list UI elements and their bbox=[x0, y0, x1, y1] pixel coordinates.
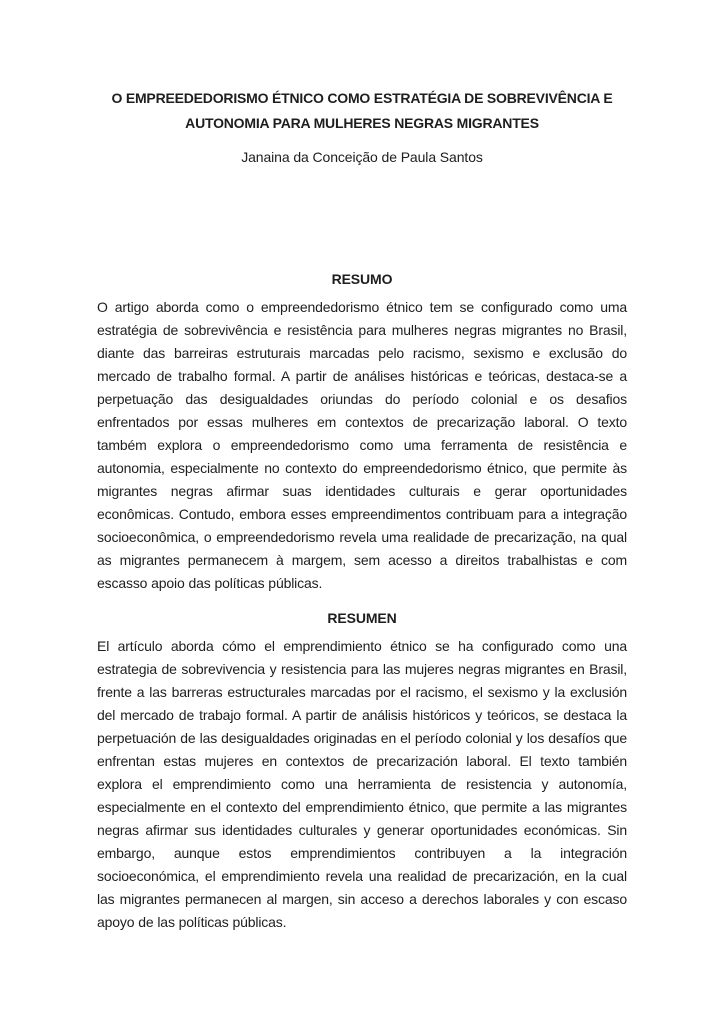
article-title-line-2: AUTONOMIA PARA MULHERES NEGRAS MIGRANTES bbox=[185, 115, 539, 131]
article-title bbox=[97, 86, 627, 136]
article-title-line-1: O EMPREEDEDORISMO ÉTNICO COMO ESTRATÉGIA DE SOBREVIVÊNCIA E bbox=[111, 90, 613, 106]
resumo-heading: RESUMO bbox=[331, 271, 393, 287]
resumen-body-text: El artículo aborda cómo el emprendimiento étnico se ha configurado como una estrategia de sobrevivencia y resistencia para las mujeres negras migrantes en Brasil, frente a las barreras estructurales marcadas por el racismo, el sexismo y la exclusión del mercado de trabajo formal. A partir de análisis históricos y teóricos, se destaca la perpetuación de las desigualdades originadas en el período colonial y los desafíos que enfrentan estas mujeres en contextos de precarización laboral. El texto también explora el emprendimiento como una herramienta de resistencia y autonomía, especialmente en el contexto del emprendimiento étnico, que permite a las migrantes negras afirmar sus identidades culturales y generar oportunidades económicas. Sin embargo, aunque estos emprendimientos contribuyen a la integración socioeconómica, el emprendimiento revela una realidad de precarización, en la cual las migrantes permanecen al margen, sin acceso a derechos laborales y con escaso apoyo de las políticas públicas. bbox=[97, 638, 627, 930]
section-resumo bbox=[97, 268, 627, 595]
resumen-heading: RESUMEN bbox=[327, 610, 397, 626]
document-content bbox=[97, 86, 627, 934]
section-resumen bbox=[97, 607, 627, 934]
author-name: Janaina da Conceição de Paula Santos bbox=[241, 149, 483, 165]
resumo-body-text: O artigo aborda como o empreendedorismo étnico tem se configurado como uma estratégia de sobrevivência e resistência para mulheres negras migrantes no Brasil, diante das barreiras estruturais marcadas pelo racismo, sexismo e exclusão do mercado de trabalho formal. A partir de análises históricas e teóricas, destaca-se a perpetuação das desigualdades oriundas do período colonial e os desafios enfrentados por essas mulheres em contextos de precarização laboral. O texto também explora o empreendedorismo como uma ferramenta de resistência e autonomia, especialmente no contexto do empreendedorismo étnico, que permite às migrantes negras afirmar suas identidades culturais e gerar oportunidades econômicas. Contudo, embora esses empreendimentos contribuam para a integração socioeconômica, o empreendedorismo revela uma realidade de precarização, na qual as migrantes permanecem à margem, sem acesso a direitos trabalhistas e com escasso apoio das políticas públicas. bbox=[97, 299, 627, 591]
